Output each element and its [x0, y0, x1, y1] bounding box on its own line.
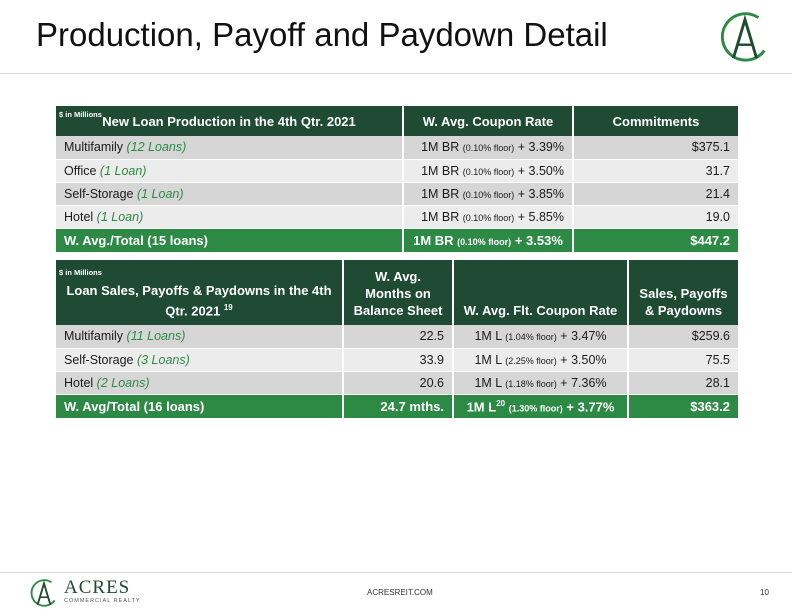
row-rate: 1M BR (0.10% floor) + 3.85% [403, 182, 573, 205]
payoffs-paydowns-table [56, 260, 738, 418]
coupon-rate-header: W. Avg. Coupon Rate [403, 106, 573, 136]
row-label: Self-Storage (1 Loan) [56, 182, 403, 205]
row-value: $375.1 [573, 136, 738, 159]
row-rate: 1M BR (0.10% floor) + 5.85% [403, 205, 573, 228]
production-type-header: $ in Millions New Loan Production in the 4th Qtr. 2021 [56, 106, 403, 136]
table-header-row [56, 260, 738, 325]
row-value: $259.6 [628, 325, 738, 348]
table-row [56, 348, 738, 371]
flt-coupon-header: W. Avg. Flt. Coupon Rate [453, 260, 628, 325]
total-value: $447.2 [573, 228, 738, 252]
table-row [56, 371, 738, 394]
page-number: 10 [760, 588, 769, 597]
acres-logo-icon [28, 577, 60, 609]
total-rate: 1M $L^{20}$ (1.30% floor) + 3.77% [453, 394, 628, 418]
table-row [56, 182, 738, 205]
website-link[interactable]: ACRESREIT.COM [367, 588, 433, 597]
total-label: W. Avg./Total (15 loans) [56, 228, 403, 252]
row-value: 31.7 [573, 159, 738, 182]
acres-logo-icon [716, 8, 774, 66]
months-header: W. Avg. Months on Balance Sheet [343, 260, 453, 325]
row-months: 33.9 [343, 348, 453, 371]
row-rate: 1M BR (0.10% floor) + 3.39% [403, 136, 573, 159]
row-label: Office (1 Loan) [56, 159, 403, 182]
row-value: 21.4 [573, 182, 738, 205]
total-rate: 1M BR (0.10% floor) + 3.53% [403, 228, 573, 252]
commitments-header: Commitments [573, 106, 738, 136]
row-label: Hotel (2 Loans) [56, 371, 343, 394]
brand-subtitle: COMMERCIAL REALTY [64, 598, 141, 604]
row-rate: 1M L (1.18% floor) + 7.36% [453, 371, 628, 394]
row-label: Self-Storage (3 Loans) [56, 348, 343, 371]
row-rate: 1M L (2.25% floor) + 3.50% [453, 348, 628, 371]
total-value: $363.2 [628, 394, 738, 418]
row-value: 75.5 [628, 348, 738, 371]
brand-name: ACRES [64, 577, 131, 598]
title-divider [0, 73, 792, 74]
units-tag: $ in Millions [59, 110, 102, 119]
total-months: 24.7 mths. [343, 394, 453, 418]
table-row [56, 325, 738, 348]
units-tag: $ in Millions [59, 268, 102, 277]
row-label: Multifamily (11 Loans) [56, 325, 343, 348]
new-loan-production-table [56, 106, 738, 252]
total-row [56, 394, 738, 418]
row-value: 19.0 [573, 205, 738, 228]
row-months: 22.5 [343, 325, 453, 348]
row-months: 20.6 [343, 371, 453, 394]
table-row [56, 159, 738, 182]
row-rate: 1M BR (0.10% floor) + 3.50% [403, 159, 573, 182]
total-row [56, 228, 738, 252]
row-label: Multifamily (12 Loans) [56, 136, 403, 159]
table-row [56, 136, 738, 159]
row-label: Hotel (1 Loan) [56, 205, 403, 228]
row-value: 28.1 [628, 371, 738, 394]
payoffs-type-header: $ in Millions Loan Sales, Payoffs & Paydowns in the 4th Qtr. 2021 $^{19}$ [56, 260, 343, 325]
table-header-row [56, 106, 738, 136]
row-rate: 1M L (1.04% floor) + 3.47% [453, 325, 628, 348]
footer-divider [0, 572, 792, 573]
page-title: Production, Payoff and Paydown Detail [36, 16, 608, 53]
total-label: W. Avg/Total (16 loans) [56, 394, 343, 418]
table-row [56, 205, 738, 228]
sales-payoffs-header: Sales, Payoffs & Paydowns [628, 260, 738, 325]
